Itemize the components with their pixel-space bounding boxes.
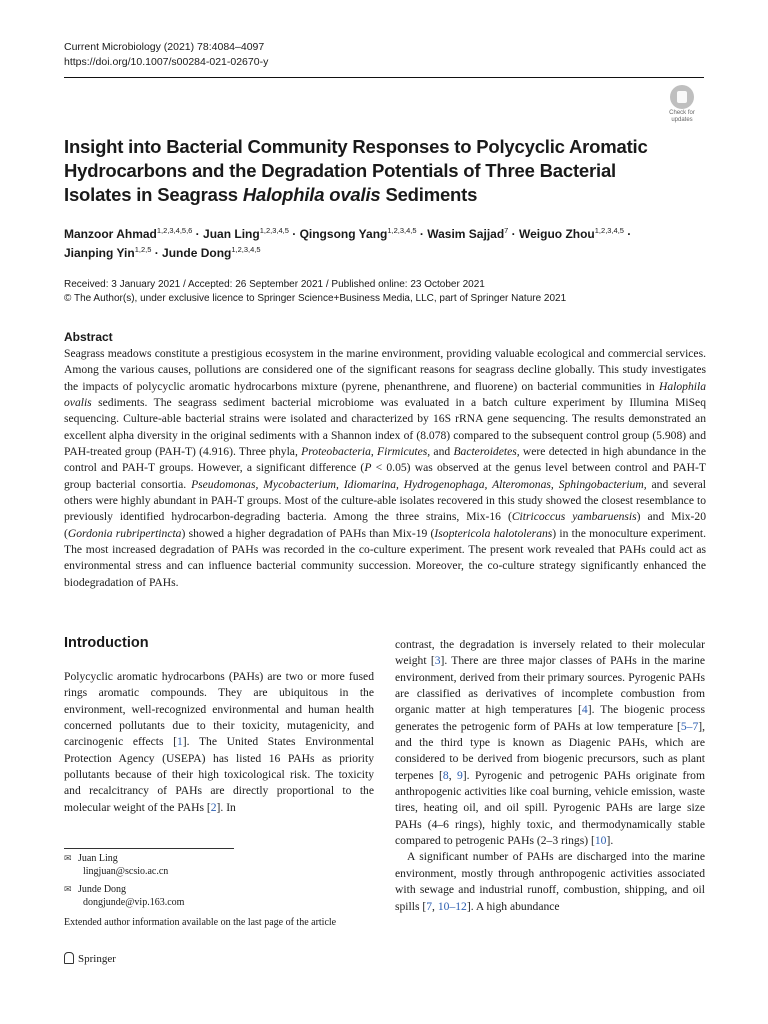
author-name[interactable]: Wasim Sajjad xyxy=(427,227,505,241)
header-rule xyxy=(64,77,704,78)
extended-author-info: Extended author information available on the last page of the article xyxy=(64,917,337,928)
introduction-heading: Introduction xyxy=(64,635,149,651)
title-line-1: Insight into Bacterial Community Responses to Polycyclic Aromatic xyxy=(64,136,648,157)
publication-dates xyxy=(64,278,566,306)
citation-link[interactable]: 3 xyxy=(434,654,441,668)
citation-link[interactable]: 10 xyxy=(594,834,607,848)
author-name[interactable]: Manzoor Ahmad xyxy=(64,227,157,241)
title-line-3: Isolates in Seagrass Halophila ovalis Sediments xyxy=(64,184,478,205)
badge-label: Check for updates xyxy=(669,110,695,123)
page-footer xyxy=(64,952,116,965)
corresponding-author-2: ✉ Junde Dong dongjunde@vip.163.com xyxy=(64,884,185,908)
author-name[interactable]: Juan Ling xyxy=(203,227,260,241)
history-dates: Received: 3 January 2021 / Accepted: 26 September 2021 / Published online: 23 October 2021 xyxy=(64,279,485,290)
journal-header xyxy=(64,40,268,70)
email-link[interactable]: lingjuan@scsio.ac.cn xyxy=(83,866,169,877)
author-name[interactable]: Weiguo Zhou xyxy=(519,227,595,241)
citation-link[interactable]: 9 xyxy=(456,768,463,782)
abstract-heading: Abstract xyxy=(64,330,113,344)
journal-citation: Current Microbiology (2021) 78:4084–4097 xyxy=(64,41,265,53)
footnote-rule xyxy=(64,848,234,849)
check-for-updates-icon xyxy=(670,85,694,109)
citation-link[interactable]: 10–12 xyxy=(437,899,467,913)
citation-link[interactable]: 8 xyxy=(442,768,449,782)
check-for-updates-badge[interactable] xyxy=(662,85,702,123)
intro-left-column xyxy=(64,669,374,816)
author-line-2: Jianping Yin$^{1,2,5}$ · Junde Dong$^{1,2,3,4,5}$ xyxy=(64,245,261,260)
citation-link[interactable]: 4 xyxy=(581,703,588,717)
envelope-icon: ✉ xyxy=(64,853,72,863)
intro-paragraph: Polycyclic aromatic hydrocarbons (PAHs) are two or more fused rings aromatic compounds. They are ubiquitous in the environment, well-recognized environmental and human health concerned pollutants due to their toxicity, mutagenicity, and carcinogenic effects [1]. The United States Environmental Protection Agency (USEPA) has listed 16 PAHs as priority pollutants because of their high toxicological risk. The toxicity and recalcitrancy of PAHs are directly proportional to the molecular weight of the PAHs [2]. In xyxy=(64,670,374,814)
citation-link[interactable]: 1 xyxy=(177,735,183,749)
title-line-2: Hydrocarbons and the Degradation Potentials of Three Bacterial xyxy=(64,160,616,181)
author-name[interactable]: Jianping Yin xyxy=(64,246,135,260)
author-name[interactable]: Qingsong Yang xyxy=(299,227,388,241)
intro-right-column xyxy=(395,637,705,915)
author-list xyxy=(64,225,704,263)
copyright-line: © The Author(s), under exclusive licence to Springer Science+Business Media, LLC, part of Springer Nature 2021 xyxy=(64,293,567,304)
email-link[interactable]: dongjunde@vip.163.com xyxy=(83,897,185,908)
doi-link[interactable]: https://doi.org/10.1007/s00284-021-02670-y xyxy=(64,56,269,68)
envelope-icon: ✉ xyxy=(64,884,72,894)
citation-link[interactable]: 5–7 xyxy=(680,719,699,733)
intro-paragraph: A significant number of PAHs are discharged into the marine environment, mostly through anthropogenic activities associated with sewage and industrial runoff, combustion, shipping, and oil spills [7, 10–12]. A high abundance xyxy=(395,850,705,913)
intro-paragraph: contrast, the degradation is inversely related to their molecular weight [3]. There are three major classes of PAHs in the marine environment, derived from their primary sources. Pyrogenic PAHs are classified as derivatives of incomplete combustion from organic matter at high temperatures [4]. The biogenic process generates the petrogenic form of PAHs at low temperature [5–7], and the third type is known as Diagenic PAHs, which are considered to be derived from biogenic precursors, such as plant terpenes [8, 9]. Pyrogenic and petrogenic PAHs originate from anthropogenic activities like coal burning, vehicle emission, waste tires, heating oil, and oil spill. Pyrogenic PAHs are large size PAHs (4–6 rings), highly toxic, and thermodynamically stable compared to petrogenic PAHs (2–3 rings) [10]. xyxy=(395,638,706,848)
springer-horse-icon xyxy=(64,952,74,964)
citation-link[interactable]: 2 xyxy=(210,800,217,814)
author-line-1: Manzoor Ahmad$^{1,2,3,4,5,6}$ · Juan Ling$^{1,2,3,4,5}$ · Qingsong Yang$^{1,2,3,4,5}$ · Wasim Sajjad$^7$ · Weiguo Zhou$^{1,2,3,4,5}$ · xyxy=(64,226,632,241)
publisher-name: Springer xyxy=(78,953,116,965)
abstract-body: Seagrass meadows constitute a prestigious ecosystem in the marine environment, providing valuable ecological and commercial services. Among the various causes, pollutions are considered one of the significant reasons for seagrass decline globally. This study investigates the impacts of polycyclic aromatic hydrocarbons mixture (pyrene, phenanthrene, and fluorene) on bacterial communities in Halophila ovalis sediments. The seagrass sediment bacterial microbiome was evaluated in a batch culture experiment by Illumina MiSeq sequencing. Culture-able bacterial strains were isolated and characterized by 16S rRNA gene sequencing. The results demonstrated an excellent alpha diversity in the original sediments with a Shannon index of (8.078) compared to the subsequent control group (5.908) and PAH-treated group (PAH-T) (4.916). Three phyla, Proteobacteria, Firmicutes, and Bacteroidetes, were detected in high abundance in the control and PAH-T groups. However, a significant difference (P < 0.05) was observed at the genus level between control and PAH-T group bacterial consortia. Pseudomonas, Mycobacterium, Idiomarina, Hydrogenophaga, Alteromonas, Sphingobacterium, and several others were highly abundant in PAH-T groups. Most of the culture-able isolates recovered in this study showed the closest resemblance to previously identified hydrocarbon-degrading bacteria. Among the three strains, Mix-16 (Citricoccus yambaruensis) and Mix-20 (Gordonia rubripertincta) showed a higher degradation of PAHs than Mix-19 (Isoptericola halotolerans) in the monoculture experiment. The most increased degradation of PAHs was recorded in the co-culture experiment. The present work revealed that PAHs could act as environmental stress and can influence bacterial community succession. Moreover, the co-culture strategy significantly enhanced the biodegradation of PAHs. xyxy=(64,347,707,589)
corresponding-author-1: ✉ Juan Ling lingjuan@scsio.ac.cn xyxy=(64,853,169,877)
author-name[interactable]: Junde Dong xyxy=(162,246,232,260)
article-title xyxy=(64,135,684,207)
citation-link[interactable]: 7 xyxy=(426,899,433,913)
